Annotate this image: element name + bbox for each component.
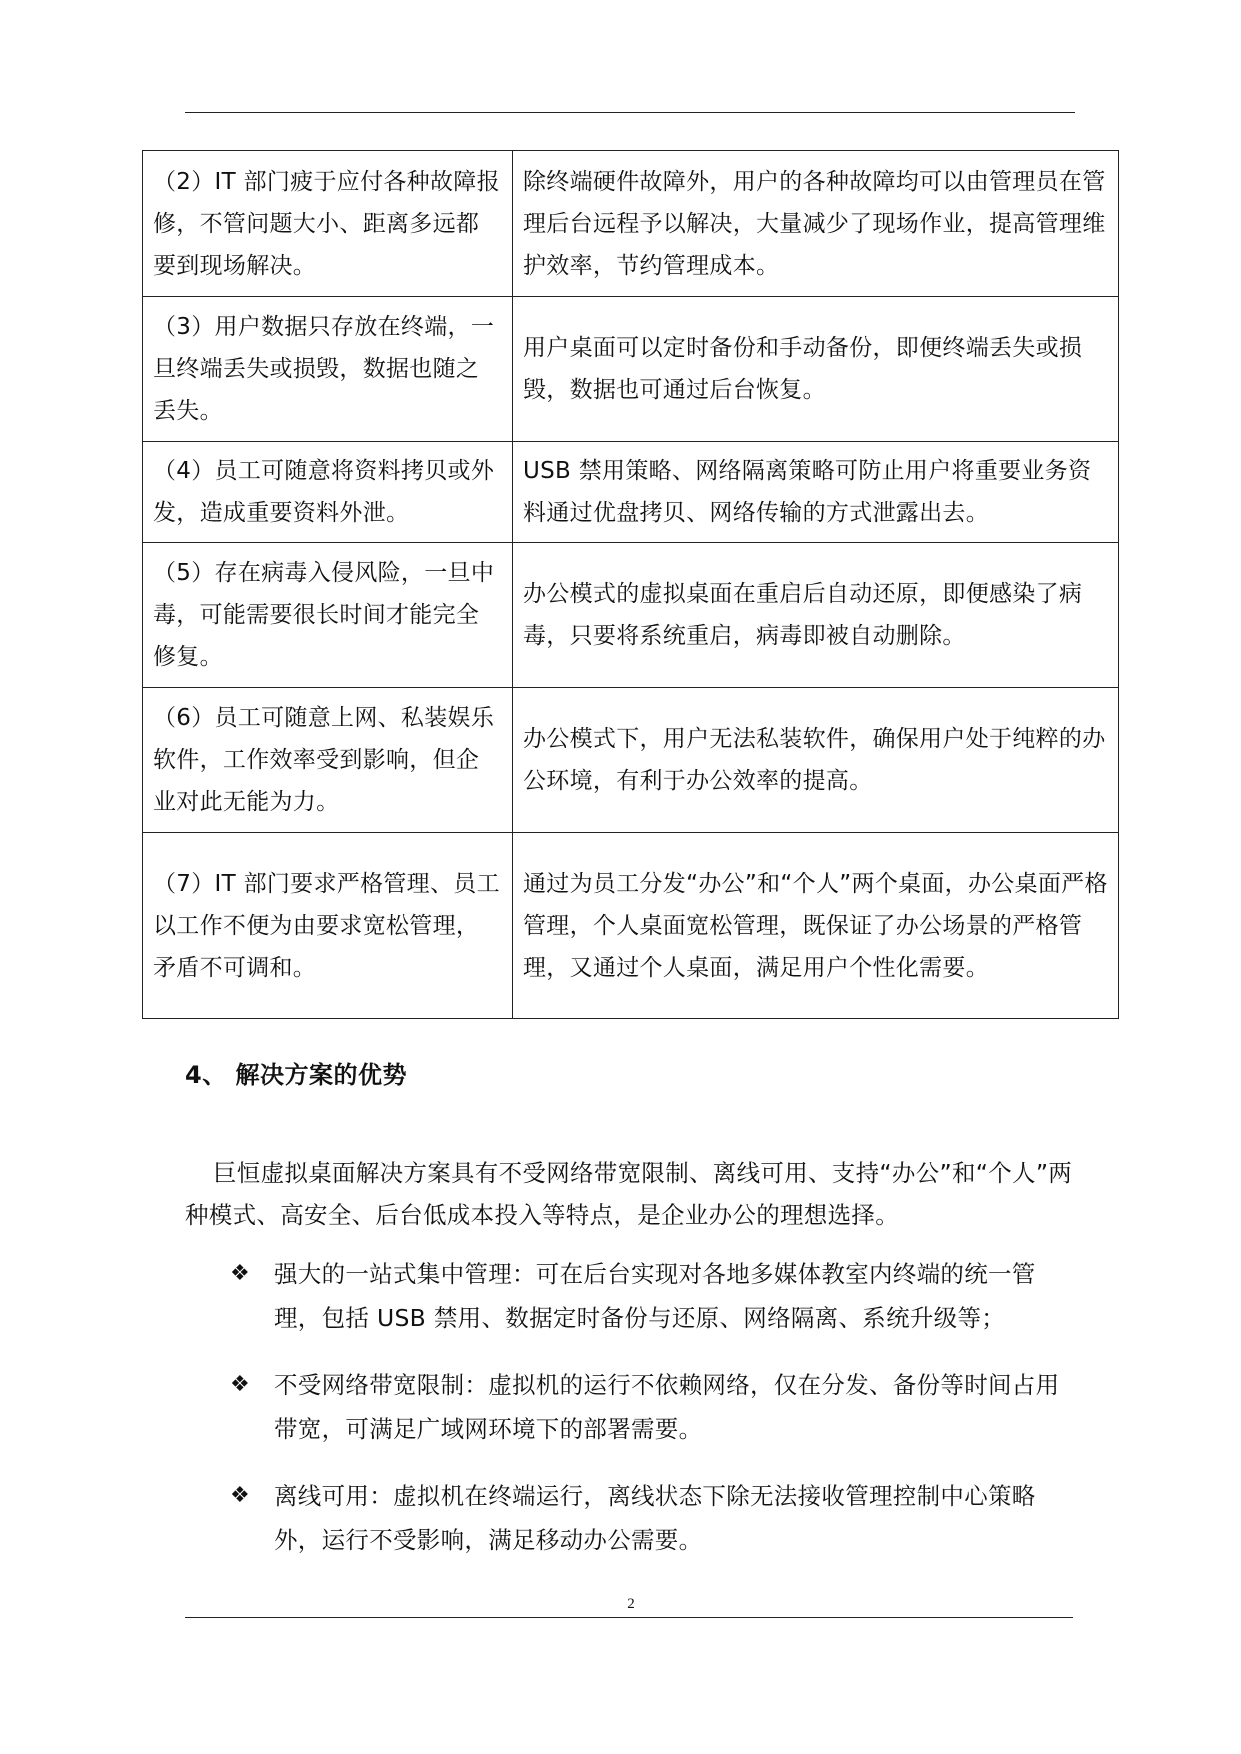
solution-cell: 办公模式下，用户无法私装软件，确保用户处于纯粹的办公环境，有利于办公效率的提高。 <box>513 688 1119 833</box>
page-number: 2 <box>627 1596 635 1612</box>
diamond-bullet-icon: ❖ <box>230 1372 251 1397</box>
list-item-text: 不受网络带宽限制：虚拟机的运行不依赖网络，仅在分发、备份等时间占用带宽，可满足广域网环境下的部署需要。 <box>274 1371 1060 1443</box>
footer-rule <box>185 1617 1073 1618</box>
problem-cell: （3）用户数据只存放在终端，一旦终端丢失或损毁，数据也随之丢失。 <box>143 297 513 442</box>
solution-cell: 除终端硬件故障外，用户的各种故障均可以由管理员在管理后台远程予以解决，大量减少了现场作业，提高管理维护效率，节约管理成本。 <box>513 151 1119 297</box>
intro-paragraph: 巨恒虚拟桌面解决方案具有不受网络带宽限制、离线可用、支持“办公”和“个人”两种模式、高安全、后台低成本投入等特点，是企业办公的理想选择。 <box>185 1159 1073 1229</box>
section-title: 4、 解决方案的优势 <box>185 1061 408 1089</box>
problem-solution-table <box>142 150 1119 1019</box>
list-item <box>230 1363 1080 1451</box>
table-row <box>143 543 1119 688</box>
header-rule <box>185 112 1075 113</box>
problem-cell: （2）IT 部门疲于应付各种故障报修，不管问题大小、距离多远都要到现场解决。 <box>143 151 513 297</box>
solution-cell: 用户桌面可以定时备份和手动备份，即便终端丢失或损毁，数据也可通过后台恢复。 <box>513 297 1119 442</box>
list-item <box>230 1474 1080 1562</box>
list-item-text: 离线可用：虚拟机在终端运行，离线状态下除无法接收管理控制中心策略外，运行不受影响，满足移动办公需要。 <box>274 1482 1036 1554</box>
table-row <box>143 833 1119 1019</box>
diamond-bullet-icon: ❖ <box>230 1483 251 1508</box>
list-item-text: 强大的一站式集中管理：可在后台实现对各地多媒体教室内终端的统一管理，包括 USB 禁用、数据定时备份与还原、网络隔离、系统升级等； <box>274 1260 1036 1332</box>
solution-cell: 通过为员工分发“办公”和“个人”两个桌面，办公桌面严格管理，个人桌面宽松管理，既保证了办公场景的严格管理，又通过个人桌面，满足用户个性化需要。 <box>513 833 1119 1019</box>
comparison-table <box>142 150 1108 1019</box>
problem-cell: （4）员工可随意将资料拷贝或外发，造成重要资料外泄。 <box>143 442 513 543</box>
advantages-list <box>230 1252 1080 1585</box>
problem-cell: （5）存在病毒入侵风险，一旦中毒，可能需要很长时间才能完全修复。 <box>143 543 513 688</box>
diamond-bullet-icon: ❖ <box>230 1261 251 1286</box>
problem-cell: （7）IT 部门要求严格管理、员工以工作不便为由要求宽松管理，矛盾不可调和。 <box>143 833 513 1019</box>
problem-cell: （6）员工可随意上网、私装娱乐软件，工作效率受到影响，但企业对此无能为力。 <box>143 688 513 833</box>
table-row <box>143 151 1119 297</box>
list-item <box>230 1252 1080 1340</box>
table-row <box>143 297 1119 442</box>
table-row <box>143 688 1119 833</box>
solution-cell: 办公模式的虚拟桌面在重启后自动还原，即便感染了病毒，只要将系统重启，病毒即被自动删除。 <box>513 543 1119 688</box>
solution-cell: USB 禁用策略、网络隔离策略可防止用户将重要业务资料通过优盘拷贝、网络传输的方式泄露出去。 <box>513 442 1119 543</box>
table-row <box>143 442 1119 543</box>
